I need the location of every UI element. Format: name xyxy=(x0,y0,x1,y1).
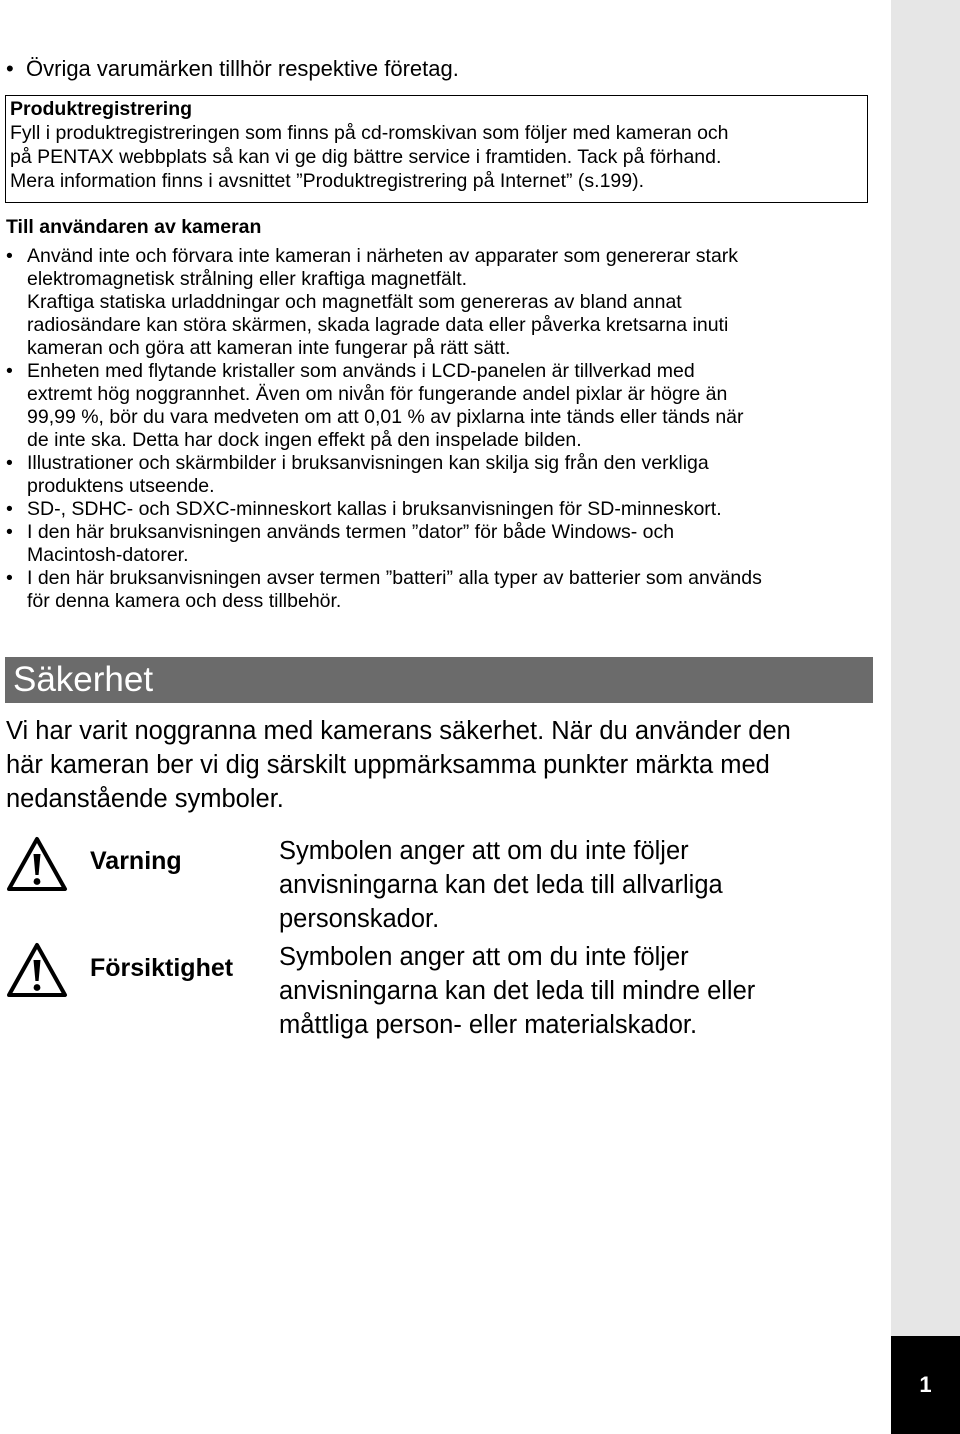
trademark-note xyxy=(6,56,876,82)
safety-intro-line: nedanstående symboler. xyxy=(6,785,284,813)
symbol-description-line: Symbolen anger att om du inte följer xyxy=(279,837,689,865)
safety-intro-line: Vi har varit noggranna med kamerans säkerhet. När du använder den xyxy=(6,717,791,745)
symbol-description-line: Symbolen anger att om du inte följer xyxy=(279,943,689,971)
symbol-description-line: måttliga person- eller materialskador. xyxy=(279,1011,698,1039)
list-item xyxy=(6,360,872,452)
symbol-row-caution xyxy=(6,938,876,1044)
bullet-dot: • xyxy=(6,452,13,474)
user-info-section xyxy=(6,216,872,613)
list-item xyxy=(6,521,872,567)
registration-title: Produktregistrering xyxy=(10,98,193,120)
list-line: I den här bruksanvisningen avser termen ”batteri” alla typer av batterier som används xyxy=(27,567,762,589)
bullet-dot: • xyxy=(6,498,13,520)
page-number-tab: 1 xyxy=(891,1336,960,1434)
bullet-dot: • xyxy=(6,56,14,81)
trademark-text: Övriga varumärken tillhör respektive företag. xyxy=(26,56,459,81)
list-line: kameran och göra att kameran inte fungerar på rätt sätt. xyxy=(27,337,511,359)
symbol-description-line: anvisningarna kan det leda till mindre eller xyxy=(279,977,756,1005)
warning-triangle-icon xyxy=(6,836,68,892)
registration-line: Fyll i produktregistreringen som finns på cd-romskivan som följer med kameran och xyxy=(10,122,729,144)
registration-line: Mera information finns i avsnittet ”Produktregistrering på Internet” (s.199). xyxy=(10,170,645,192)
list-line: I den här bruksanvisningen används termen ”dator” för både Windows- och xyxy=(27,521,675,543)
symbol-row-warning xyxy=(6,832,876,938)
list-line: SD-, SDHC- och SDXC-minneskort kallas i bruksanvisningen för SD-minneskort. xyxy=(27,498,722,520)
bullet-dot: • xyxy=(6,521,13,543)
symbol-description-line: anvisningarna kan det leda till allvarliga xyxy=(279,871,723,899)
safety-heading: Säkerhet xyxy=(5,657,873,703)
symbol-description xyxy=(279,834,839,936)
list-line: Enheten med flytande kristaller som används i LCD-panelen är tillverkad med xyxy=(27,360,695,382)
bullet-dot: • xyxy=(6,360,13,382)
list-line: extremt hög noggrannhet. Även om nivån för fungerande andel pixlar är högre än xyxy=(27,383,728,405)
list-line: radiosändare kan störa skärmen, skada lagrade data eller påverka kretsarna inuti xyxy=(27,314,729,336)
list-line: Använd inte och förvara inte kameran i närheten av apparater som genererar stark xyxy=(27,245,739,267)
warning-triangle-icon xyxy=(6,942,68,998)
list-line: 99,99 %, bör du vara medveten om att 0,01 % av pixlarna inte tänds eller tänds när xyxy=(27,406,744,428)
list-line: för denna kamera och dess tillbehör. xyxy=(27,590,342,612)
bullet-dot: • xyxy=(6,567,13,589)
symbol-label: Varning xyxy=(90,847,182,875)
safety-intro-line: här kameran ber vi dig särskilt uppmärksamma punkter märkta med xyxy=(6,751,770,779)
side-margin-strip xyxy=(891,0,960,1434)
list-item xyxy=(6,245,872,360)
list-item xyxy=(6,567,872,613)
list-line: Illustrationer och skärmbilder i bruksanvisningen kan skilja sig från den verkliga xyxy=(27,452,709,474)
bullet-dot: • xyxy=(6,245,13,267)
symbol-description xyxy=(279,940,839,1042)
list-line: Macintosh-datorer. xyxy=(27,544,189,566)
user-info-title: Till användaren av kameran xyxy=(6,216,262,238)
registration-line: på PENTAX webbplats så kan vi ge dig bättre service i framtiden. Tack på förhand. xyxy=(10,146,722,168)
list-line: Kraftiga statiska urladdningar och magnetfält som genereras av bland annat xyxy=(27,291,682,313)
registration-box xyxy=(5,95,868,203)
symbol-label: Försiktighet xyxy=(90,954,234,982)
list-item xyxy=(6,452,872,498)
list-item xyxy=(6,498,872,521)
safety-intro xyxy=(6,714,876,816)
list-line: de inte ska. Detta har dock ingen effekt på den inspelade bilden. xyxy=(27,429,582,451)
list-line: elektromagnetisk strålning eller kraftiga magnetfält. xyxy=(27,268,468,290)
list-line: produktens utseende. xyxy=(27,475,215,497)
symbol-description-line: personskador. xyxy=(279,905,440,933)
